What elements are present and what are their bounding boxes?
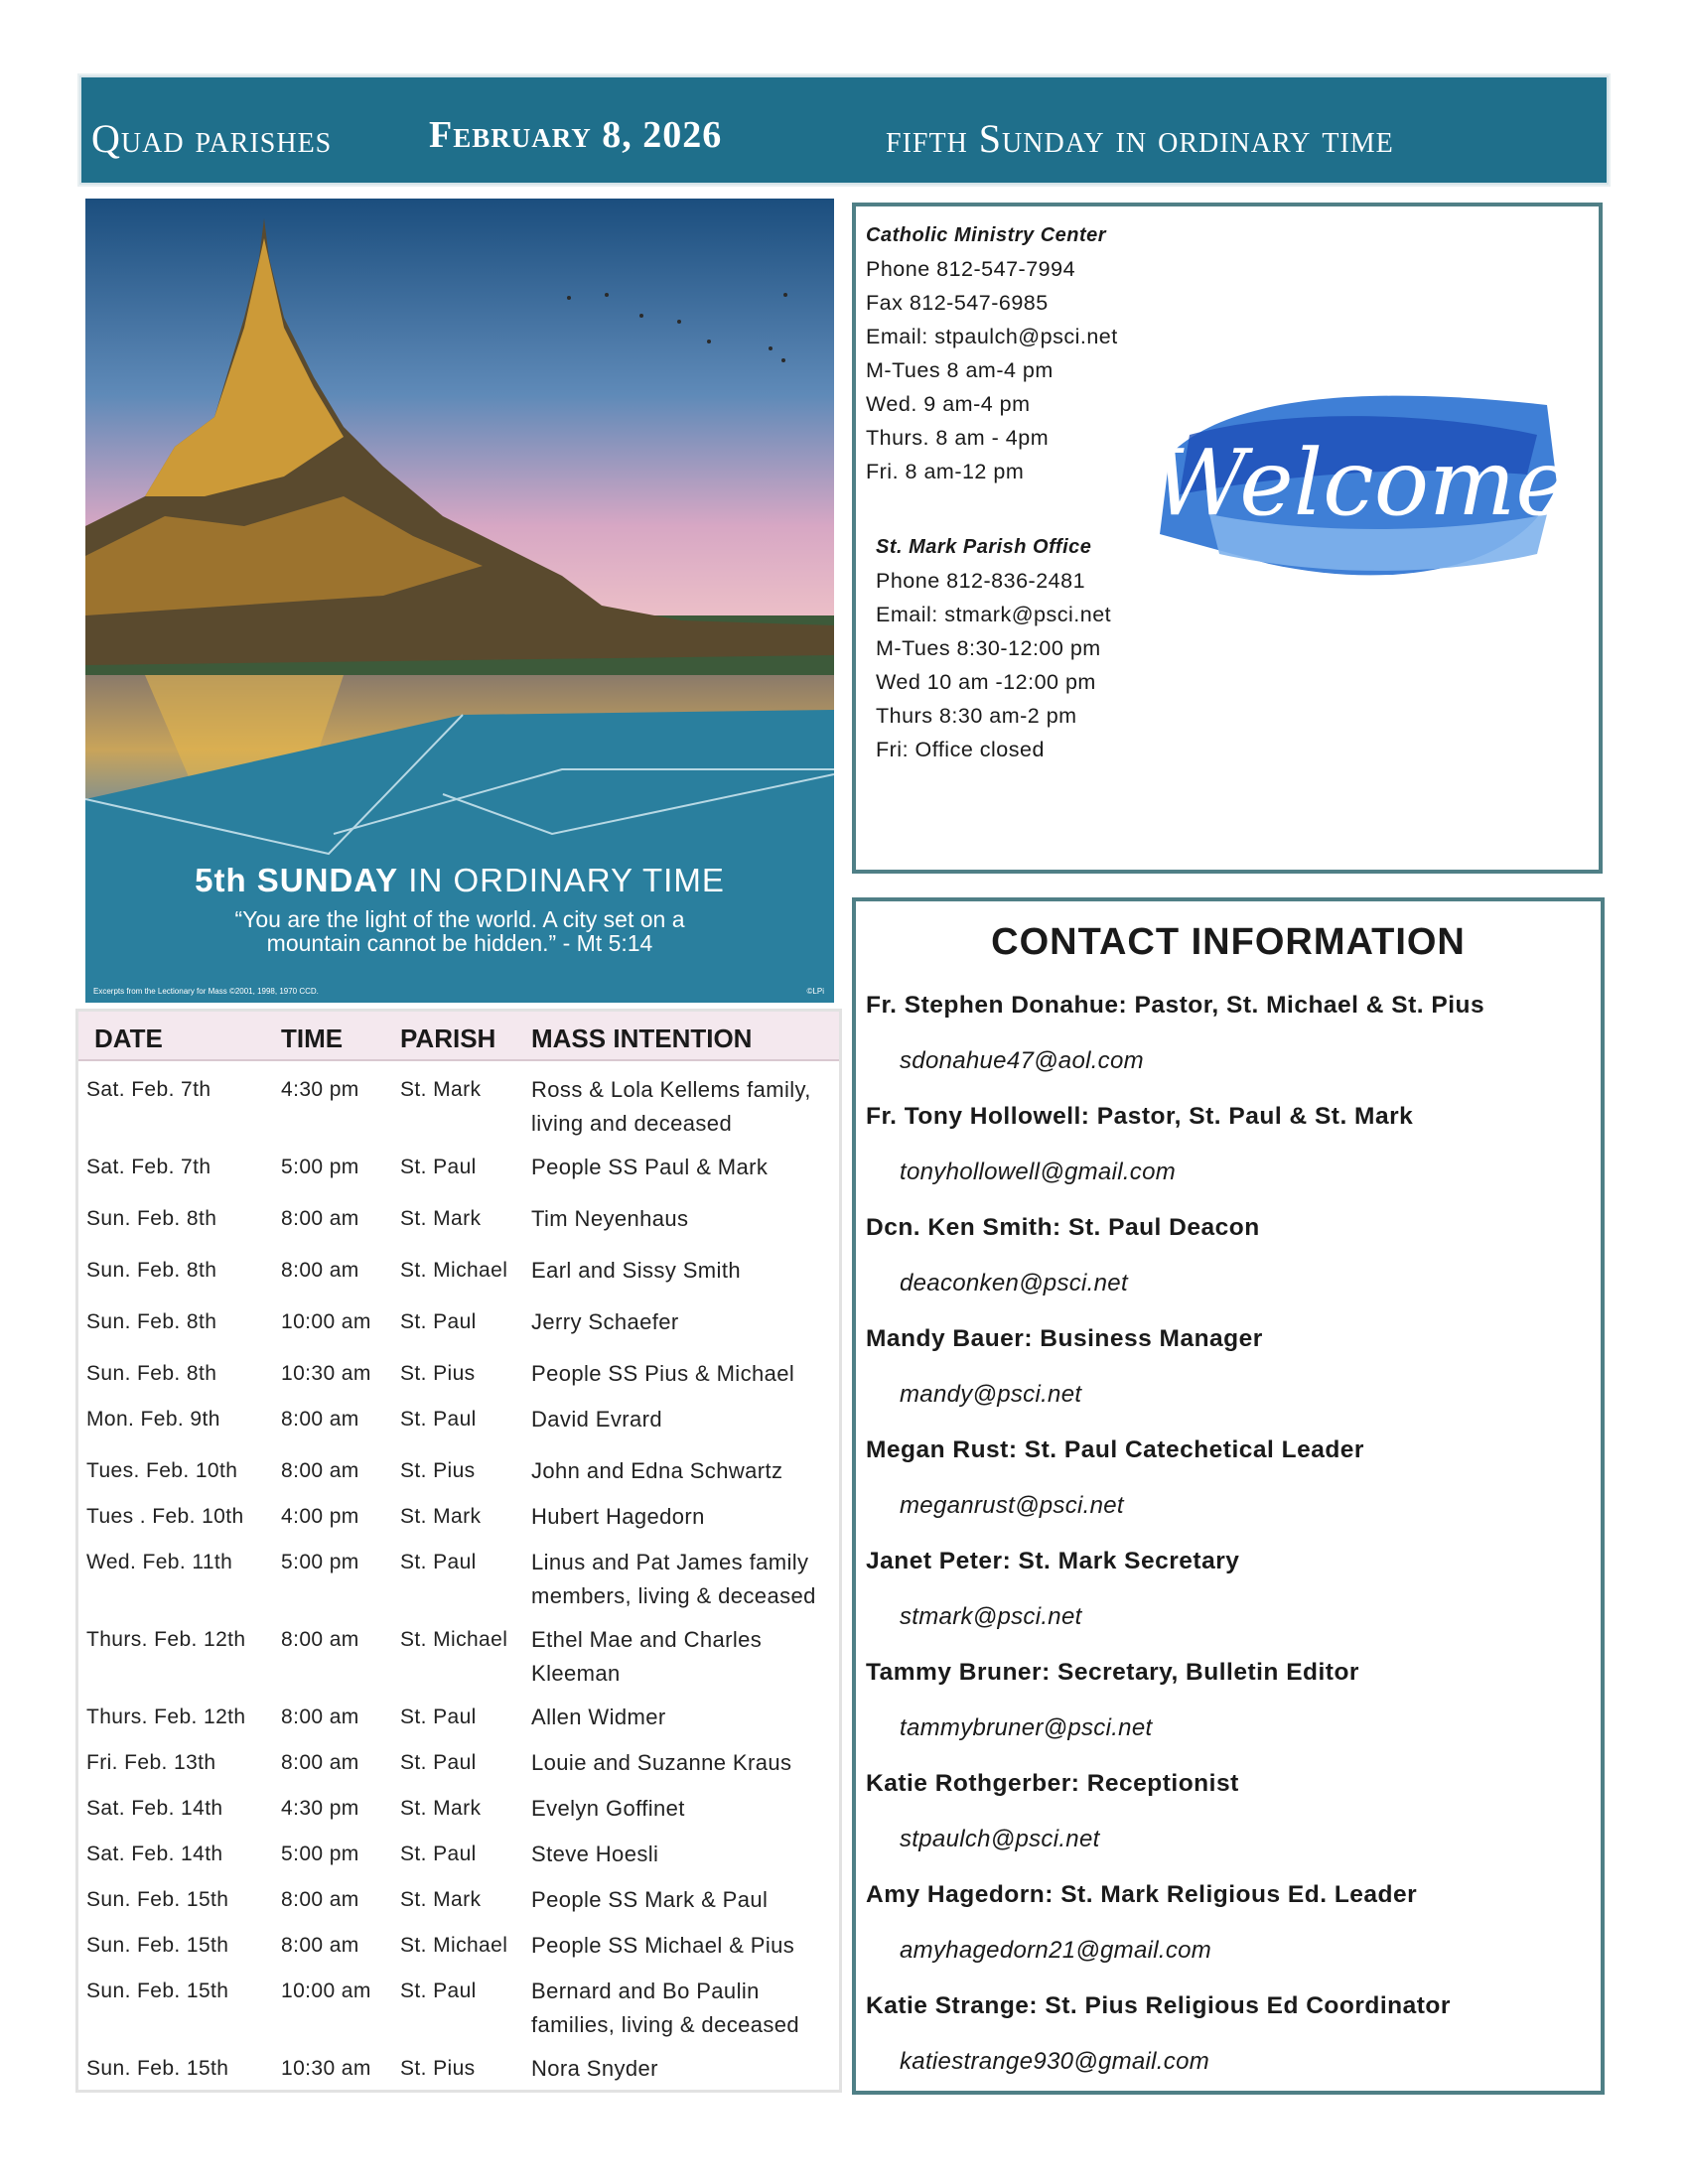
- table-row: [78, 1734, 839, 1780]
- row-parish: St. Pius: [400, 1362, 476, 1385]
- row-parish: St. Mark: [400, 1505, 482, 1528]
- table-row: [78, 1917, 839, 1963]
- header-banner: [79, 75, 1609, 185]
- row-parish: St. Pius: [400, 1459, 476, 1482]
- poster-quote: “You are the light of the world. A city set on a mountain cannot be hidden.” - Mt 5:14: [234, 906, 685, 956]
- smo-phone: Phone 812-836-2481: [876, 569, 1086, 593]
- row-date: Sat. Feb. 14th: [86, 1797, 223, 1820]
- row-time: 8:00 am: [281, 1408, 359, 1431]
- catholic-ministry-center: [866, 218, 1118, 488]
- table-row: [78, 1442, 839, 1488]
- contact-email[interactable]: meganrust@psci.net: [900, 1492, 1124, 1519]
- row-time: 8:00 am: [281, 1888, 359, 1911]
- row-time: 8:00 am: [281, 1934, 359, 1957]
- row-date: Thurs. Feb. 12th: [86, 1628, 246, 1651]
- mass-intentions-table: [75, 1009, 842, 2093]
- table-row: [78, 1391, 839, 1442]
- row-parish: St. Michael: [400, 1934, 508, 1957]
- table-row: [78, 1963, 839, 2040]
- row-date: Thurs. Feb. 12th: [86, 1706, 246, 1728]
- contact-email[interactable]: stmark@psci.net: [900, 1603, 1082, 1630]
- row-parish: St. Paul: [400, 1551, 477, 1573]
- cmc-hours-wed: Wed. 9 am-4 pm: [866, 392, 1031, 416]
- welcome-graphic: [1150, 365, 1573, 600]
- row-intention: Tim Neyenhaus: [531, 1206, 689, 1231]
- row-parish: St. Mark: [400, 1888, 482, 1911]
- row-intention: Linus and Pat James family members, living & deceased: [531, 1550, 816, 1608]
- row-parish: St. Michael: [400, 1628, 508, 1651]
- contact-item: [866, 1322, 1601, 1433]
- row-parish: St. Mark: [400, 1207, 482, 1230]
- table-row: [78, 1871, 839, 1917]
- welcome-text: Welcome: [1153, 430, 1570, 536]
- contact-item: [866, 1433, 1601, 1545]
- poster-title: 5th SUNDAY IN ORDINARY TIME: [195, 862, 725, 898]
- contact-name: Fr. Tony Hollowell: Pastor, St. Paul & St. Mark: [866, 1103, 1414, 1130]
- cmc-fax: Fax 812-547-6985: [866, 291, 1049, 315]
- row-time: 5:00 pm: [281, 1551, 359, 1573]
- row-date: Sun. Feb. 15th: [86, 1979, 229, 2002]
- row-time: 8:00 am: [281, 1459, 359, 1482]
- row-intention: Hubert Hagedorn: [531, 1504, 705, 1529]
- smo-hours-wed: Wed 10 am -12:00 pm: [876, 670, 1096, 694]
- row-date: Fri. Feb. 13th: [86, 1751, 216, 1774]
- row-intention: David Evrard: [531, 1407, 662, 1432]
- row-time: 10:00 am: [281, 1310, 371, 1333]
- table-row: [78, 1061, 839, 1139]
- row-time: 5:00 pm: [281, 1843, 359, 1865]
- header-time: TIME: [281, 1024, 344, 1053]
- row-time: 8:00 am: [281, 1751, 359, 1774]
- cmc-hours-mon-tue: M-Tues 8 am-4 pm: [866, 358, 1054, 382]
- contact-item: [866, 1767, 1601, 1878]
- row-intention: Ross & Lola Kellems family, living and deceased: [531, 1077, 811, 1136]
- row-parish: St. Mark: [400, 1797, 482, 1820]
- row-time: 4:30 pm: [281, 1078, 359, 1101]
- contact-email[interactable]: mandy@psci.net: [900, 1381, 1082, 1408]
- row-date: Mon. Feb. 9th: [86, 1408, 220, 1431]
- header-date: February 8, 2026: [429, 114, 723, 156]
- contact-item: [866, 1989, 1601, 2101]
- row-date: Sun. Feb. 15th: [86, 2057, 229, 2080]
- contact-email[interactable]: amyhagedorn21@gmail.com: [900, 1937, 1212, 1964]
- row-intention: Steve Hoesli: [531, 1842, 659, 1866]
- contact-item: [866, 1545, 1601, 1656]
- table-row: [78, 1611, 839, 1689]
- contact-name: Amy Hagedorn: St. Mark Religious Ed. Leader: [866, 1881, 1418, 1908]
- header-intention: MASS INTENTION: [531, 1024, 753, 1053]
- contact-heading: CONTACT INFORMATION: [991, 921, 1466, 963]
- contact-email[interactable]: katiestrange930@gmail.com: [900, 2048, 1210, 2075]
- row-time: 8:00 am: [281, 1207, 359, 1230]
- row-parish: St. Paul: [400, 1156, 477, 1178]
- table-row: [78, 1294, 839, 1345]
- row-parish: St. Paul: [400, 1310, 477, 1333]
- header-parish: PARISH: [400, 1024, 496, 1053]
- contact-list: [866, 989, 1601, 2101]
- smo-title: St. Mark Parish Office: [876, 536, 1092, 558]
- row-intention: People SS Mark & Paul: [531, 1887, 769, 1912]
- table-row: [78, 1242, 839, 1294]
- row-parish: St. Michael: [400, 1259, 508, 1282]
- row-time: 10:30 am: [281, 2057, 371, 2080]
- contact-item: [866, 989, 1601, 1100]
- row-parish: St. Paul: [400, 1751, 477, 1774]
- row-date: Sun. Feb. 15th: [86, 1888, 229, 1911]
- row-time: 8:00 am: [281, 1706, 359, 1728]
- cmc-title: Catholic Ministry Center: [866, 224, 1107, 246]
- contact-name: Megan Rust: St. Paul Catechetical Leader: [866, 1436, 1364, 1463]
- contact-name: Mandy Bauer: Business Manager: [866, 1325, 1263, 1352]
- row-date: Tues . Feb. 10th: [86, 1505, 244, 1528]
- row-date: Sun. Feb. 15th: [86, 1934, 229, 1957]
- smo-hours-fri: Fri: Office closed: [876, 738, 1045, 761]
- contact-name: Janet Peter: St. Mark Secretary: [866, 1548, 1240, 1574]
- st-mark-parish-office: [876, 530, 1111, 766]
- row-parish: St. Mark: [400, 1078, 482, 1101]
- row-intention: Ethel Mae and Charles Kleeman: [531, 1627, 763, 1686]
- table-row: [78, 1826, 839, 1871]
- row-intention: Nora Snyder: [531, 2056, 658, 2081]
- row-parish: St. Paul: [400, 1979, 477, 2002]
- table-body: [78, 1061, 839, 2090]
- office-hours-box: [852, 203, 1603, 874]
- contact-email[interactable]: stpaulch@psci.net: [900, 1826, 1100, 1852]
- row-intention: Bernard and Bo Paulin families, living & deceased: [531, 1979, 800, 2037]
- row-time: 10:30 am: [281, 1362, 371, 1385]
- row-date: Sat. Feb. 7th: [86, 1156, 211, 1178]
- header-date: DATE: [94, 1024, 163, 1053]
- row-date: Sat. Feb. 7th: [86, 1078, 211, 1101]
- cmc-email: Email: stpaulch@psci.net: [866, 325, 1118, 348]
- contact-item: [866, 1100, 1601, 1211]
- row-intention: John and Edna Schwartz: [531, 1458, 783, 1483]
- row-date: Sun. Feb. 8th: [86, 1362, 217, 1385]
- sunday-poster: [85, 199, 834, 1003]
- contact-name: Katie Strange: St. Pius Religious Ed Coordinator: [866, 1992, 1451, 2019]
- row-date: Sun. Feb. 8th: [86, 1310, 217, 1333]
- row-date: Wed. Feb. 11th: [86, 1551, 233, 1573]
- smo-email: Email: stmark@psci.net: [876, 603, 1112, 626]
- table-row: [78, 1190, 839, 1242]
- row-date: Sun. Feb. 8th: [86, 1259, 217, 1282]
- contact-item: [866, 1878, 1601, 1989]
- table-row: [78, 1488, 839, 1534]
- contact-name: Fr. Stephen Donahue: Pastor, St. Michael & St. Pius: [866, 992, 1485, 1019]
- contact-name: Katie Rothgerber: Receptionist: [866, 1770, 1239, 1797]
- contact-email[interactable]: tammybruner@psci.net: [900, 1714, 1153, 1741]
- row-time: 8:00 am: [281, 1259, 359, 1282]
- row-parish: St. Paul: [400, 1843, 477, 1865]
- row-time: 5:00 pm: [281, 1156, 359, 1178]
- row-parish: St. Paul: [400, 1706, 477, 1728]
- cmc-phone: Phone 812-547-7994: [866, 257, 1076, 281]
- row-date: Sun. Feb. 8th: [86, 1207, 217, 1230]
- cmc-hours-fri: Fri. 8 am-12 pm: [866, 460, 1025, 483]
- table-row: [78, 1345, 839, 1391]
- contact-name: Dcn. Ken Smith: St. Paul Deacon: [866, 1214, 1260, 1241]
- poster-credit: Excerpts from the Lectionary for Mass ©2001, 1998, 1970 CCD.: [93, 987, 319, 996]
- row-parish: St. Paul: [400, 1408, 477, 1431]
- contact-name: Tammy Bruner: Secretary, Bulletin Editor: [866, 1659, 1359, 1686]
- table-header: [78, 1012, 839, 1061]
- row-intention: Evelyn Goffinet: [531, 1796, 685, 1821]
- table-row: [78, 1689, 839, 1734]
- row-intention: Earl and Sissy Smith: [531, 1258, 741, 1283]
- row-intention: People SS Paul & Mark: [531, 1155, 769, 1179]
- contact-email[interactable]: deaconken@psci.net: [900, 1270, 1128, 1297]
- table-row: [78, 1534, 839, 1611]
- smo-hours-thu: Thurs 8:30 am-2 pm: [876, 704, 1077, 728]
- contact-email[interactable]: sdonahue47@aol.com: [900, 1047, 1144, 1074]
- row-intention: Allen Widmer: [531, 1705, 666, 1729]
- row-date: Sat. Feb. 14th: [86, 1843, 223, 1865]
- header-sunday: fifth Sunday in ordinary time: [886, 116, 1394, 161]
- cmc-hours-thu: Thurs. 8 am - 4pm: [866, 426, 1050, 450]
- row-date: Tues. Feb. 10th: [86, 1459, 238, 1482]
- smo-hours-mon-tue: M-Tues 8:30-12:00 pm: [876, 636, 1101, 660]
- row-intention: Jerry Schaefer: [531, 1309, 679, 1334]
- row-time: 4:00 pm: [281, 1505, 359, 1528]
- header-parishes: Quad parishes: [91, 116, 333, 161]
- table-row: [78, 1780, 839, 1826]
- poster-publisher: ©LPi: [806, 987, 824, 996]
- contact-item: [866, 1211, 1601, 1322]
- contact-information-box: [852, 897, 1605, 2095]
- contact-email[interactable]: tonyhollowell@gmail.com: [900, 1159, 1177, 1185]
- row-parish: St. Pius: [400, 2057, 476, 2080]
- row-intention: People SS Pius & Michael: [531, 1361, 795, 1386]
- table-row: [78, 1139, 839, 1190]
- contact-item: [866, 1656, 1601, 1767]
- row-intention: Louie and Suzanne Kraus: [531, 1750, 792, 1775]
- row-intention: People SS Michael & Pius: [531, 1933, 795, 1958]
- row-time: 10:00 am: [281, 1979, 371, 2002]
- table-row: [78, 2040, 839, 2090]
- row-time: 8:00 am: [281, 1628, 359, 1651]
- row-time: 4:30 pm: [281, 1797, 359, 1820]
